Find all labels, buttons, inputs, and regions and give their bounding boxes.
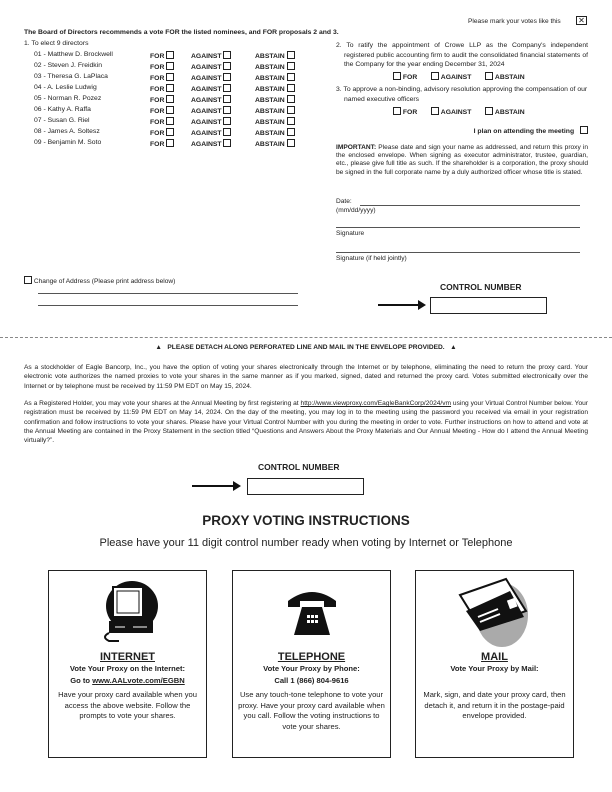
control-number-label: CONTROL NUMBER <box>440 282 522 292</box>
nominee-for-checkbox[interactable] <box>166 73 174 81</box>
nominee-against-checkbox[interactable] <box>223 128 231 136</box>
proposal-3-options: FOR AGAINST ABSTAIN <box>393 107 525 116</box>
nominee-row <box>34 51 304 62</box>
date-format: (mm/dd/yyyy) <box>336 207 376 214</box>
nominee-against-checkbox[interactable] <box>223 139 231 147</box>
nominee-for-option: FOR <box>150 128 174 137</box>
nominee-against-option: AGAINST <box>191 95 231 104</box>
mail-text: Mark, sign, and date your proxy card, then detach it, and return it in the postage-paid envelope provided. <box>423 690 566 720</box>
telephone-subtitle: Vote Your Proxy by Phone: <box>263 664 360 673</box>
nominee-name: 09 - Benjamin M. Soto <box>34 139 102 146</box>
control-number-box[interactable] <box>430 297 547 314</box>
nominee-abstain-option: ABSTAIN <box>255 106 295 115</box>
nominee-for-option: FOR <box>150 62 174 71</box>
nominee-for-checkbox[interactable] <box>166 51 174 59</box>
proposal-3: 3. To approve a non-binding, advisory resolution approving the compensation of our named executive officers <box>336 86 588 103</box>
nominee-row <box>34 84 304 95</box>
nominee-against-checkbox[interactable] <box>223 95 231 103</box>
mail-box <box>415 570 574 758</box>
nominee-abstain-option: ABSTAIN <box>255 128 295 137</box>
proposal-2-options: FOR AGAINST ABSTAIN <box>393 72 525 81</box>
triangle-up-icon: ▲ <box>155 344 162 351</box>
example-x-mark-icon: ✕ <box>576 16 587 25</box>
nominee-name: 06 - Kathy A. Raffa <box>34 106 91 113</box>
control-number-box-2[interactable] <box>247 478 364 495</box>
nominee-for-option: FOR <box>150 84 174 93</box>
address-line-1[interactable] <box>38 293 298 294</box>
nominee-for-option: FOR <box>150 139 174 148</box>
important-note: IMPORTANT: Please date and sign your name as addressed, and return this proxy in the enclosed envelope. When signing as executor administrator, trustee, guardian, etc., please give full title as such. If the shareholder is a corporation, the proxy should be signed in the full corporate name by a duly authorized officer whose title is stated. <box>336 144 588 176</box>
nominee-row <box>34 95 304 106</box>
nominee-abstain-checkbox[interactable] <box>287 128 295 136</box>
nominee-abstain-checkbox[interactable] <box>287 73 295 81</box>
aalvote-link[interactable]: www.AALvote.com/EGBN <box>92 676 185 685</box>
signature-joint-label: Signature (if held jointly) <box>336 255 407 262</box>
nominee-name: 08 - James A. Soltesz <box>34 128 100 135</box>
computer-icon <box>99 579 159 643</box>
nominee-for-checkbox[interactable] <box>166 95 174 103</box>
nominee-for-checkbox[interactable] <box>166 128 174 136</box>
internet-box <box>48 570 207 758</box>
nominee-against-checkbox[interactable] <box>223 117 231 125</box>
p2-abstain-checkbox[interactable] <box>485 72 493 80</box>
recommendation: The Board of Directors recommends a vote FOR the listed nominees, and FOR proposals 2 and 3. <box>24 29 339 36</box>
address-line-2[interactable] <box>38 305 298 306</box>
internet-title: INTERNET <box>100 651 155 663</box>
p2-for-checkbox[interactable] <box>393 72 401 80</box>
attending-option: I plan on attending the meeting <box>474 126 588 135</box>
change-address-checkbox[interactable] <box>24 276 32 284</box>
signature-line[interactable] <box>336 227 580 228</box>
date-label: Date: <box>336 198 352 205</box>
nominee-against-option: AGAINST <box>191 139 231 148</box>
nominee-name: 05 - Norman R. Pozez <box>34 95 102 102</box>
nominee-for-checkbox[interactable] <box>166 106 174 114</box>
mark-instruction: Please mark your votes like this <box>468 18 561 25</box>
nominee-row <box>34 117 304 128</box>
nominee-against-option: AGAINST <box>191 84 231 93</box>
control-number-label-2: CONTROL NUMBER <box>258 462 340 472</box>
internet-text: Have your proxy card available when you access the above website. Follow the prompts to vote your shares. <box>58 690 197 720</box>
nominee-row <box>34 73 304 84</box>
telephone-number: Call 1 (866) 804-9616 <box>274 676 349 685</box>
nominee-row <box>34 106 304 117</box>
nominee-for-checkbox[interactable] <box>166 139 174 147</box>
nominee-abstain-option: ABSTAIN <box>255 139 295 148</box>
nominee-name: 03 - Theresa G. LaPlaca <box>34 73 108 80</box>
p3-abstain-checkbox[interactable] <box>485 107 493 115</box>
arrow-right-icon <box>192 485 239 487</box>
nominee-abstain-option: ABSTAIN <box>255 117 295 126</box>
p2-against-checkbox[interactable] <box>431 72 439 80</box>
viewproxy-link[interactable]: http://www.viewproxy.com/EagleBankCorp/2024/vm <box>300 400 452 407</box>
mail-title: MAIL <box>481 651 508 663</box>
nominee-abstain-option: ABSTAIN <box>255 84 295 93</box>
p3-for-checkbox[interactable] <box>393 107 401 115</box>
nominee-row <box>34 62 304 73</box>
nominee-row <box>34 139 304 150</box>
instructions-subtitle: Please have your 11 digit control number ready when voting by Internet or Telephone <box>99 537 513 549</box>
p3-against-checkbox[interactable] <box>431 107 439 115</box>
nominee-against-checkbox[interactable] <box>223 62 231 70</box>
nominee-name: 02 - Steven J. Freidkin <box>34 62 102 69</box>
nominee-against-checkbox[interactable] <box>223 73 231 81</box>
nominee-abstain-option: ABSTAIN <box>255 73 295 82</box>
proposal-1-title: 1. To elect 9 directors <box>24 40 89 47</box>
nominee-abstain-checkbox[interactable] <box>287 139 295 147</box>
nominee-abstain-checkbox[interactable] <box>287 117 295 125</box>
nominee-against-option: AGAINST <box>191 62 231 71</box>
triangle-up-icon: ▲ <box>450 344 457 351</box>
proposal-2: 2. To ratify the appointment of Crowe LLP as the Company's independent registered public accounting firm to audit the consolidated financial statements of the Company for the year ending December 31, 2024 <box>336 42 588 68</box>
nominee-against-option: AGAINST <box>191 106 231 115</box>
nominee-abstain-checkbox[interactable] <box>287 95 295 103</box>
nominee-name: 04 - A. Leslie Ludwig <box>34 84 97 91</box>
signature-joint-line[interactable] <box>336 252 580 253</box>
telephone-title: TELEPHONE <box>277 651 346 663</box>
internet-go: Go to www.AALvote.com/EGBN <box>70 676 185 685</box>
detach-notice: ▲ PLEASE DETACH ALONG PERFORATED LINE AND MAIL IN THE ENVELOPE PROVIDED. ▲ <box>155 344 457 351</box>
mail-subtitle: Vote Your Proxy by Mail: <box>450 664 539 673</box>
nominee-abstain-option: ABSTAIN <box>255 51 295 60</box>
nominee-against-checkbox[interactable] <box>223 51 231 59</box>
nominee-against-checkbox[interactable] <box>223 84 231 92</box>
nominee-row <box>34 128 304 139</box>
telephone-icon <box>286 587 338 637</box>
nominee-against-checkbox[interactable] <box>223 106 231 114</box>
telephone-text: Use any touch-tone telephone to vote your proxy. Have your proxy card available when you call. Follow the voting instructions to vote your shares. <box>238 690 385 731</box>
nominee-for-checkbox[interactable] <box>166 84 174 92</box>
nominee-for-checkbox[interactable] <box>166 62 174 70</box>
nominee-against-option: AGAINST <box>191 73 231 82</box>
nominee-abstain-checkbox[interactable] <box>287 106 295 114</box>
nominee-for-option: FOR <box>150 117 174 126</box>
paragraph-electronic-voting: As a stockholder of Eagle Bancorp, Inc., you have the option of voting your shares electronically through the Internet or by telephone, eliminating the need to return the proxy card. Your electronic vote authorizes the named proxies to vote your shares in the same manner as if you marked, signed, dated and returned the proxy card. Votes submitted electronically over the Internet or by telephone must be received by 11:59 PM EDT on May 15, 2024. <box>24 364 588 390</box>
nominee-against-option: AGAINST <box>191 51 231 60</box>
arrow-right-icon <box>378 304 424 306</box>
perforated-line <box>0 337 612 338</box>
change-address: Change of Address (Please print address below) <box>24 276 175 286</box>
telephone-box <box>232 570 391 758</box>
nominee-for-option: FOR <box>150 73 174 82</box>
mail-envelope-icon <box>454 577 534 647</box>
nominee-abstain-checkbox[interactable] <box>287 84 295 92</box>
nominee-abstain-checkbox[interactable] <box>287 51 295 59</box>
nominee-name: 01 - Matthew D. Brockwell <box>34 51 113 58</box>
signature-label: Signature <box>336 230 365 237</box>
paragraph-registered-holder: As a Registered Holder, you may vote your shares at the Annual Meeting by first registering at http://www.viewproxy.com/EagleBankCorp/2024/vm using your Virtual Control Number below. Your registration must be received by 11:59 PM EDT on May 14, 2024. On the day of the meeting, you may log in to the meeting using the password you received via email in your registration confirmation and follow instructions to vote your shares. Please have your Virtual Control Number with you during the meeting in order to vote. Further instructions on how to attend and vote at the Annual Meeting are contained in the Proxy Statement in the section titled “Questions and Answers About the Proxy Materials and Our Annual Meeting - How do I attend the Annual Meeting virtually?”. <box>24 400 588 445</box>
nominee-against-option: AGAINST <box>191 117 231 126</box>
nominee-abstain-option: ABSTAIN <box>255 95 295 104</box>
date-line[interactable] <box>360 205 580 206</box>
attending-checkbox[interactable] <box>580 126 588 134</box>
nominee-abstain-option: ABSTAIN <box>255 62 295 71</box>
instructions-title: PROXY VOTING INSTRUCTIONS <box>202 513 410 528</box>
nominee-name: 07 - Susan G. Riel <box>34 117 90 124</box>
nominee-for-option: FOR <box>150 51 174 60</box>
nominee-for-checkbox[interactable] <box>166 117 174 125</box>
nominee-for-option: FOR <box>150 106 174 115</box>
nominee-abstain-checkbox[interactable] <box>287 62 295 70</box>
nominee-for-option: FOR <box>150 95 174 104</box>
nominee-against-option: AGAINST <box>191 128 231 137</box>
internet-subtitle: Vote Your Proxy on the Internet: <box>69 664 186 673</box>
